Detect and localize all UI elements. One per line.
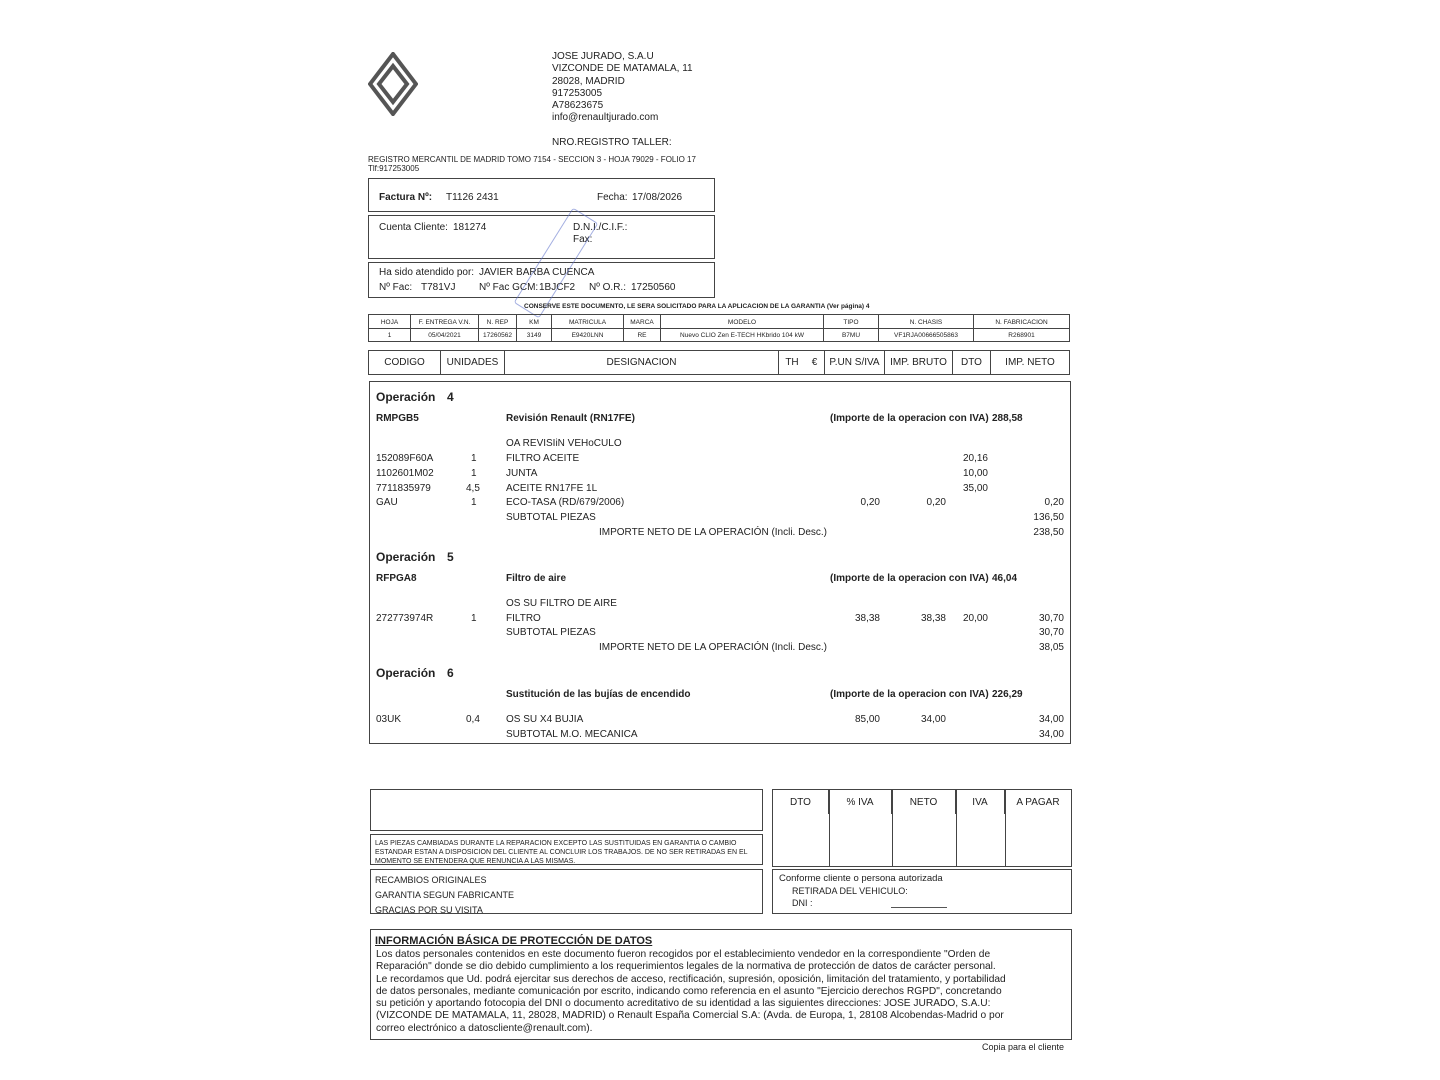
conforme-dni: DNI : xyxy=(792,898,813,908)
line-dto: 20,16 xyxy=(962,453,988,464)
op5-number: 5 xyxy=(447,550,454,564)
line-dto: 20,00 xyxy=(962,613,988,624)
company-info xyxy=(552,51,693,125)
header-th: TH xyxy=(785,357,799,368)
line-pun: 85,00 xyxy=(854,714,880,725)
line-neto: 30,70 xyxy=(1038,613,1064,624)
header-neto: IMP. NETO xyxy=(1005,357,1055,368)
line-units: 1 xyxy=(471,613,477,624)
fecha-value: 17/08/2026 xyxy=(632,192,683,203)
totals-divider xyxy=(829,790,830,866)
op4-neto-label: IMPORTE NETO DE LA OPERACIÓN (Incli. Desc.) xyxy=(599,527,828,538)
op6-number: 6 xyxy=(447,666,454,680)
totals-header-row xyxy=(773,790,1071,814)
op5-neto: 38,05 xyxy=(1038,642,1064,653)
line-designation: OS SU X4 BUJIA xyxy=(506,714,584,725)
vehicle-header-modelo: MODELO xyxy=(661,315,824,329)
totals-header-dto: DTO xyxy=(773,790,829,814)
privacy-line: su petición y aportando fotocopia del DNI o documento acreditativo de su identidad a las siguientes direcciones: JOSE JURADO, S.A.U: xyxy=(376,998,991,1010)
privacy-line: Los datos personales contenidos en este documento fueron recogidos por el establecimiento vendedor en la correspondiente "Orden de xyxy=(376,949,991,960)
op6-importe: 226,29 xyxy=(992,689,1023,700)
op4-desc: OA REVISIiN VEHoCULO xyxy=(506,438,622,449)
vehicle-tipo: B7MU xyxy=(824,329,879,341)
atendido-value: JAVIER BARBA CUENCA xyxy=(479,267,595,278)
gcm-value: 1BJCF2 xyxy=(539,282,576,293)
op6-subtotal: 34,00 xyxy=(1038,729,1064,740)
conforme-retirada: RETIRADA DEL VEHICULO: xyxy=(792,886,908,896)
line-pun: 0,20 xyxy=(860,497,880,508)
line-bruto: 0,20 xyxy=(926,497,946,508)
factura-number: T1126 2431 xyxy=(446,192,499,203)
line-neto: 34,00 xyxy=(1038,714,1064,725)
vehicle-header-entrega: F. ENTREGA V.N. xyxy=(411,315,479,329)
company-phone: 917253005 xyxy=(552,87,603,99)
line-code: 1102601M02 xyxy=(376,468,434,479)
vehicle-header-matricula: MATRICULA xyxy=(552,315,624,329)
line-units: 4,5 xyxy=(466,483,480,494)
registro-mercantil: REGISTRO MERCANTIL DE MADRID TOMO 7154 - SECCION 3 - HOJA 79029 - FOLIO 17 xyxy=(368,155,696,164)
company-city: 28028, MADRID xyxy=(552,75,625,87)
line-units: 1 xyxy=(471,468,477,479)
footer-left-box xyxy=(370,869,763,914)
cuenta-label: Cuenta Cliente: xyxy=(379,222,448,233)
op4-code: RMPGB5 xyxy=(376,413,419,424)
factura-label: Factura Nº: xyxy=(379,192,433,203)
line-code: 7711835979 xyxy=(376,483,431,494)
privacy-line: (VIZCONDE DE MATAMALA, 11, 28028, MADRID) o Renault España Comercial S.A: (Avda. de Europa, 1, 28108 Alcobendas-Madrid o por xyxy=(376,1010,1004,1022)
line-units: 0,4 xyxy=(466,714,480,725)
company-name: JOSE JURADO, S.A.U xyxy=(552,51,654,62)
totals-divider xyxy=(956,790,957,866)
or-value: 17250560 xyxy=(631,282,676,293)
privacy-line: Reparación" donde se dio debido cumplimiento a los requerimientos legales de la normativa de protección de datos de carácter personal. xyxy=(376,961,996,973)
header-bruto: IMP. BRUTO xyxy=(885,351,953,374)
vehicle-header-chasis: N. CHASIS xyxy=(879,315,974,329)
lines-header xyxy=(368,350,1070,375)
company-address: VIZCONDE DE MATAMALA, 11 xyxy=(552,63,693,75)
line-units: 1 xyxy=(471,497,477,508)
totals-divider xyxy=(892,790,893,866)
totals-header-iva: IVA xyxy=(956,790,1005,814)
dni-label: D.N.I./C.I.F.: xyxy=(573,222,628,233)
vehicle-header-marca: MARCA xyxy=(624,315,661,329)
op4-subtotal: 136,50 xyxy=(1033,512,1064,523)
totals-divider xyxy=(1005,790,1006,866)
totals-header-iva-pct: % IVA xyxy=(829,790,892,814)
privacy-box xyxy=(370,929,1072,1040)
vehicle-matricula: E9420LNN xyxy=(552,329,624,341)
garantia-note: CONSERVE ESTE DOCUMENTO, LE SERA SOLICITADO PARA LA APLICACION DE LA GARANTIA (Ver página) 4 xyxy=(524,303,870,310)
vehicle-header-row xyxy=(369,315,1069,329)
op4-title: Operación xyxy=(376,390,436,404)
registro-taller: NRO.REGISTRO TALLER: xyxy=(552,137,672,148)
copy-note: Copia para el cliente xyxy=(982,1042,1065,1052)
privacy-line: correo electrónico a datoscliente@renault.com). xyxy=(376,1022,593,1034)
op5-code: RFPGA8 xyxy=(376,573,417,584)
fecha-label: Fecha: xyxy=(597,192,628,203)
conforme-box xyxy=(772,869,1072,914)
line-code: 03UK xyxy=(376,714,402,725)
op5-subtotal-label: SUBTOTAL PIEZAS xyxy=(506,627,596,638)
op6-title: Operación xyxy=(376,666,436,680)
op4-neto: 238,50 xyxy=(1033,527,1064,538)
op5-desc: OS SU FILTRO DE AIRE xyxy=(506,598,617,609)
vehicle-fabricacion: R268901 xyxy=(1008,331,1035,339)
renault-logo xyxy=(368,52,418,116)
gcm-label: Nº Fac GCM: xyxy=(479,282,539,293)
header-pun: P.UN S/IVA xyxy=(825,351,885,374)
cuenta-value: 181274 xyxy=(453,222,487,233)
header-codigo: CODIGO xyxy=(369,351,441,374)
conforme-title: Conforme cliente o persona autorizada xyxy=(779,873,943,884)
footer-garantia: GARANTIA SEGUN FABRICANTE xyxy=(375,890,515,900)
op6-name: Sustitución de las bujías de encendido xyxy=(506,689,691,700)
vehicle-nrep: 17260562 xyxy=(479,329,517,341)
line-designation: FILTRO ACEITE xyxy=(506,453,580,464)
vehicle-chasis: VF1RJA00666505863 xyxy=(879,329,974,341)
privacy-line: de datos personales, mediante comunicación por escrito, indicando como referencia en el asunto "Ejercicio derechos RGPD", concretando xyxy=(376,985,1002,997)
op5-importe: 46,04 xyxy=(992,573,1018,584)
line-code: 152089F60A xyxy=(376,453,434,464)
company-cif: A78623675 xyxy=(552,100,604,112)
company-tlf: Tlf:917253005 xyxy=(368,164,420,173)
header-dto: DTO xyxy=(953,351,991,374)
vehicle-header-fabricacion: N. FABRICACION xyxy=(995,318,1048,326)
footer-recambios: RECAMBIOS ORIGINALES xyxy=(375,875,487,885)
lines-body xyxy=(369,381,1071,744)
vehicle-modelo: Nuevo CLIO Zen E-TECH HKbrido 104 kW xyxy=(661,329,824,341)
cliente-box xyxy=(368,215,715,259)
nfac-value: T781VJ xyxy=(421,282,456,293)
piezas-note: LAS PIEZAS CAMBIADAS DURANTE LA REPARACION EXCEPTO LAS SUSTITUIDAS EN GARANTIA O CAMBIO ESTANDAR ESTAN A DISPOSICION DEL CLIENTE AL CONCLUIR LOS TRABAJOS. DE NO SER RETIRADAS EN EL MOMENTO SE ENTENDERA QUE RENUNCIA A LAS MISMAS. xyxy=(375,840,748,865)
vehicle-header-tipo: TIPO xyxy=(824,315,879,329)
totals-header-neto: NETO xyxy=(892,790,956,814)
op4-name: Revisión Renault (RN17FE) xyxy=(506,413,635,424)
fax-label: Fax: xyxy=(573,234,593,245)
line-neto: 0,20 xyxy=(1044,497,1064,508)
vehicle-header-nrep: N. REP xyxy=(479,315,517,329)
piezas-note-box xyxy=(370,834,763,865)
vehicle-header-km: KM xyxy=(517,315,552,329)
signature-line xyxy=(891,907,947,908)
totals-table xyxy=(772,789,1072,867)
vehicle-entrega: 05/04/2021 xyxy=(411,329,479,341)
or-label: Nº O.R.: xyxy=(589,282,626,293)
vehicle-marca: RE xyxy=(624,329,661,341)
factura-box xyxy=(368,178,715,212)
line-code: 272773974R xyxy=(376,613,434,624)
line-dto: 10,00 xyxy=(962,468,988,479)
line-designation: JUNTA xyxy=(506,468,538,479)
op4-importe: 288,58 xyxy=(992,413,1023,424)
vehicle-table xyxy=(368,314,1070,342)
vehicle-data-row xyxy=(369,329,1069,341)
privacy-line: Le recordamos que Ud. podrá ejercitar sus derechos de acceso, rectificación, supresión, oposición, limitación del tratamiento, y portabilidad xyxy=(376,973,1006,985)
op5-title: Operación xyxy=(376,550,436,564)
line-pun: 38,38 xyxy=(854,613,880,624)
op5-name: Filtro de aire xyxy=(506,573,567,584)
vehicle-header-hoja: HOJA xyxy=(369,315,411,329)
op4-subtotal-label: SUBTOTAL PIEZAS xyxy=(506,512,596,523)
totals-header-apagar: A PAGAR xyxy=(1016,796,1060,808)
line-code: GAU xyxy=(376,497,398,508)
privacy-text xyxy=(376,949,1006,1035)
notes-box xyxy=(370,789,763,831)
company-email: info@renaultjurado.com xyxy=(552,112,659,124)
nfac-label: Nº Fac: xyxy=(379,282,413,293)
vehicle-hoja: 1 xyxy=(369,329,411,341)
line-designation: ECO-TASA (RD/679/2006) xyxy=(506,497,625,508)
line-dto: 35,00 xyxy=(962,483,988,494)
line-designation: FILTRO xyxy=(506,613,541,624)
line-designation: ACEITE RN17FE 1L xyxy=(506,483,598,494)
op5-importe-label: (Importe de la operacion con IVA) xyxy=(830,573,989,584)
line-units: 1 xyxy=(471,453,477,464)
header-euro: € xyxy=(805,351,825,374)
line-bruto: 38,38 xyxy=(920,613,946,624)
header-unidades: UNIDADES xyxy=(441,351,505,374)
op4-number: 4 xyxy=(447,390,454,404)
footer-gracias: GRACIAS POR SU VISITA xyxy=(375,905,483,915)
op5-neto-label: IMPORTE NETO DE LA OPERACIÓN (Incli. Desc.) xyxy=(599,642,828,653)
op6-subtotal-label: SUBTOTAL M.O. MECANICA xyxy=(506,729,638,740)
atendido-label: Ha sido atendido por: xyxy=(379,267,475,278)
line-bruto: 34,00 xyxy=(920,714,946,725)
vehicle-km: 3149 xyxy=(517,329,552,341)
privacy-title: INFORMACIÓN BÁSICA DE PROTECCIÓN DE DATOS xyxy=(375,935,653,947)
op4-importe-label: (Importe de la operacion con IVA) xyxy=(830,413,989,424)
header-designacion: DESIGNACION xyxy=(505,351,779,374)
op6-importe-label: (Importe de la operacion con IVA) xyxy=(830,689,989,700)
op5-subtotal: 30,70 xyxy=(1038,627,1064,638)
